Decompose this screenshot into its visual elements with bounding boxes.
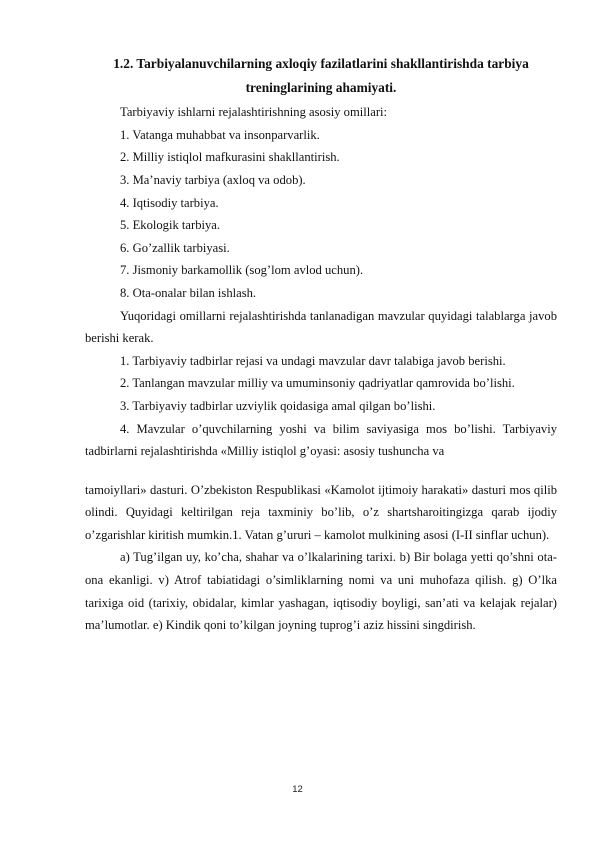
page-content bbox=[85, 52, 557, 637]
paragraph-requirements: Yuqoridagi omillarni rejalashtirishda tanlanadigan mavzular quyidagi talablarga javob berishi kerak. bbox=[85, 308, 557, 346]
paragraph-plan-items: a) Tug’ilgan uy, ko’cha, shahar va o’lkalarining tarixi. b) Bir bolaga yetti qo’shni ota-ona ekanligi. v) Atrof tabiatidagi o’simliklarning nomi va uni muhofaza qilish. g) O’lka tarixiga oid (tarixiy, obidalar, kimlar yashagan, iqtisodiy boyligi, san’ati va kelajak rejalar) ma’lumotlar. e) Kindik qoni to’kilgan joyning tuprog’i aziz hissini singdirish. bbox=[85, 550, 557, 633]
list-item-8: 8. Ota-onalar bilan ishlash. bbox=[120, 285, 257, 300]
requirement-item-3: 3. Tarbiyaviy tadbirlar uzviylik qoidasiga amal qilgan bo’lishi. bbox=[120, 398, 436, 413]
paragraph-program: tamoiyllari» dasturi. O’zbekiston Respublikasi «Kamolot ijtimoiy harakati» dasturi mos qilib olindi. Quyidagi keltirilgan reja taxminiy bo’lib, o’z shartsharoitingizga qarab ijodiy o’zgarishlar kiritish mumkin.1. Vatan g’ururi – kamolot mulkining asosi (I-II sinflar uchun). bbox=[85, 482, 557, 542]
list-item-4: 4. Iqtisodiy tarbiya. bbox=[120, 195, 219, 210]
requirement-item-4: 4. Mavzular o’quvchilarning yoshi va bilim saviyasiga mos bo’lishi. Tarbiyaviy tadbirlarni rejalashtirishda «Milliy istiqlol g’oyasi: asosiy tushuncha va bbox=[85, 421, 557, 459]
list-item-7: 7. Jismoniy barkamollik (sog’lom avlod uchun). bbox=[120, 263, 364, 278]
list-item-1: 1. Vatanga muhabbat va insonparvarlik. bbox=[120, 127, 320, 142]
list-item-5: 5. Ekologik tarbiya. bbox=[120, 218, 221, 233]
list-item-3: 3. Ma’naviy tarbiya (axloq va odob). bbox=[120, 172, 306, 187]
page-number: 12 bbox=[292, 784, 303, 795]
paragraph-intro: Tarbiyaviy ishlarni rejalashtirishning asosiy omillari: bbox=[120, 105, 388, 120]
requirement-item-1: 1. Tarbiyaviy tadbirlar rejasi va undagi mavzular davr talabiga javob berishi. bbox=[120, 353, 506, 368]
list-item-6: 6. Go’zallik tarbiyasi. bbox=[120, 240, 230, 255]
list-item-2: 2. Milliy istiqlol mafkurasini shakllantirish. bbox=[120, 150, 340, 165]
requirement-item-2: 2. Tanlangan mavzular milliy va umuminsoniy qadriyatlar qamrovida bo’lishi. bbox=[120, 376, 515, 391]
section-title: 1.2. Tarbiyalanuvchilarning axloqiy fazilatlarini shakllantirishda tarbiya treninglarining ahamiyati. bbox=[113, 56, 529, 95]
